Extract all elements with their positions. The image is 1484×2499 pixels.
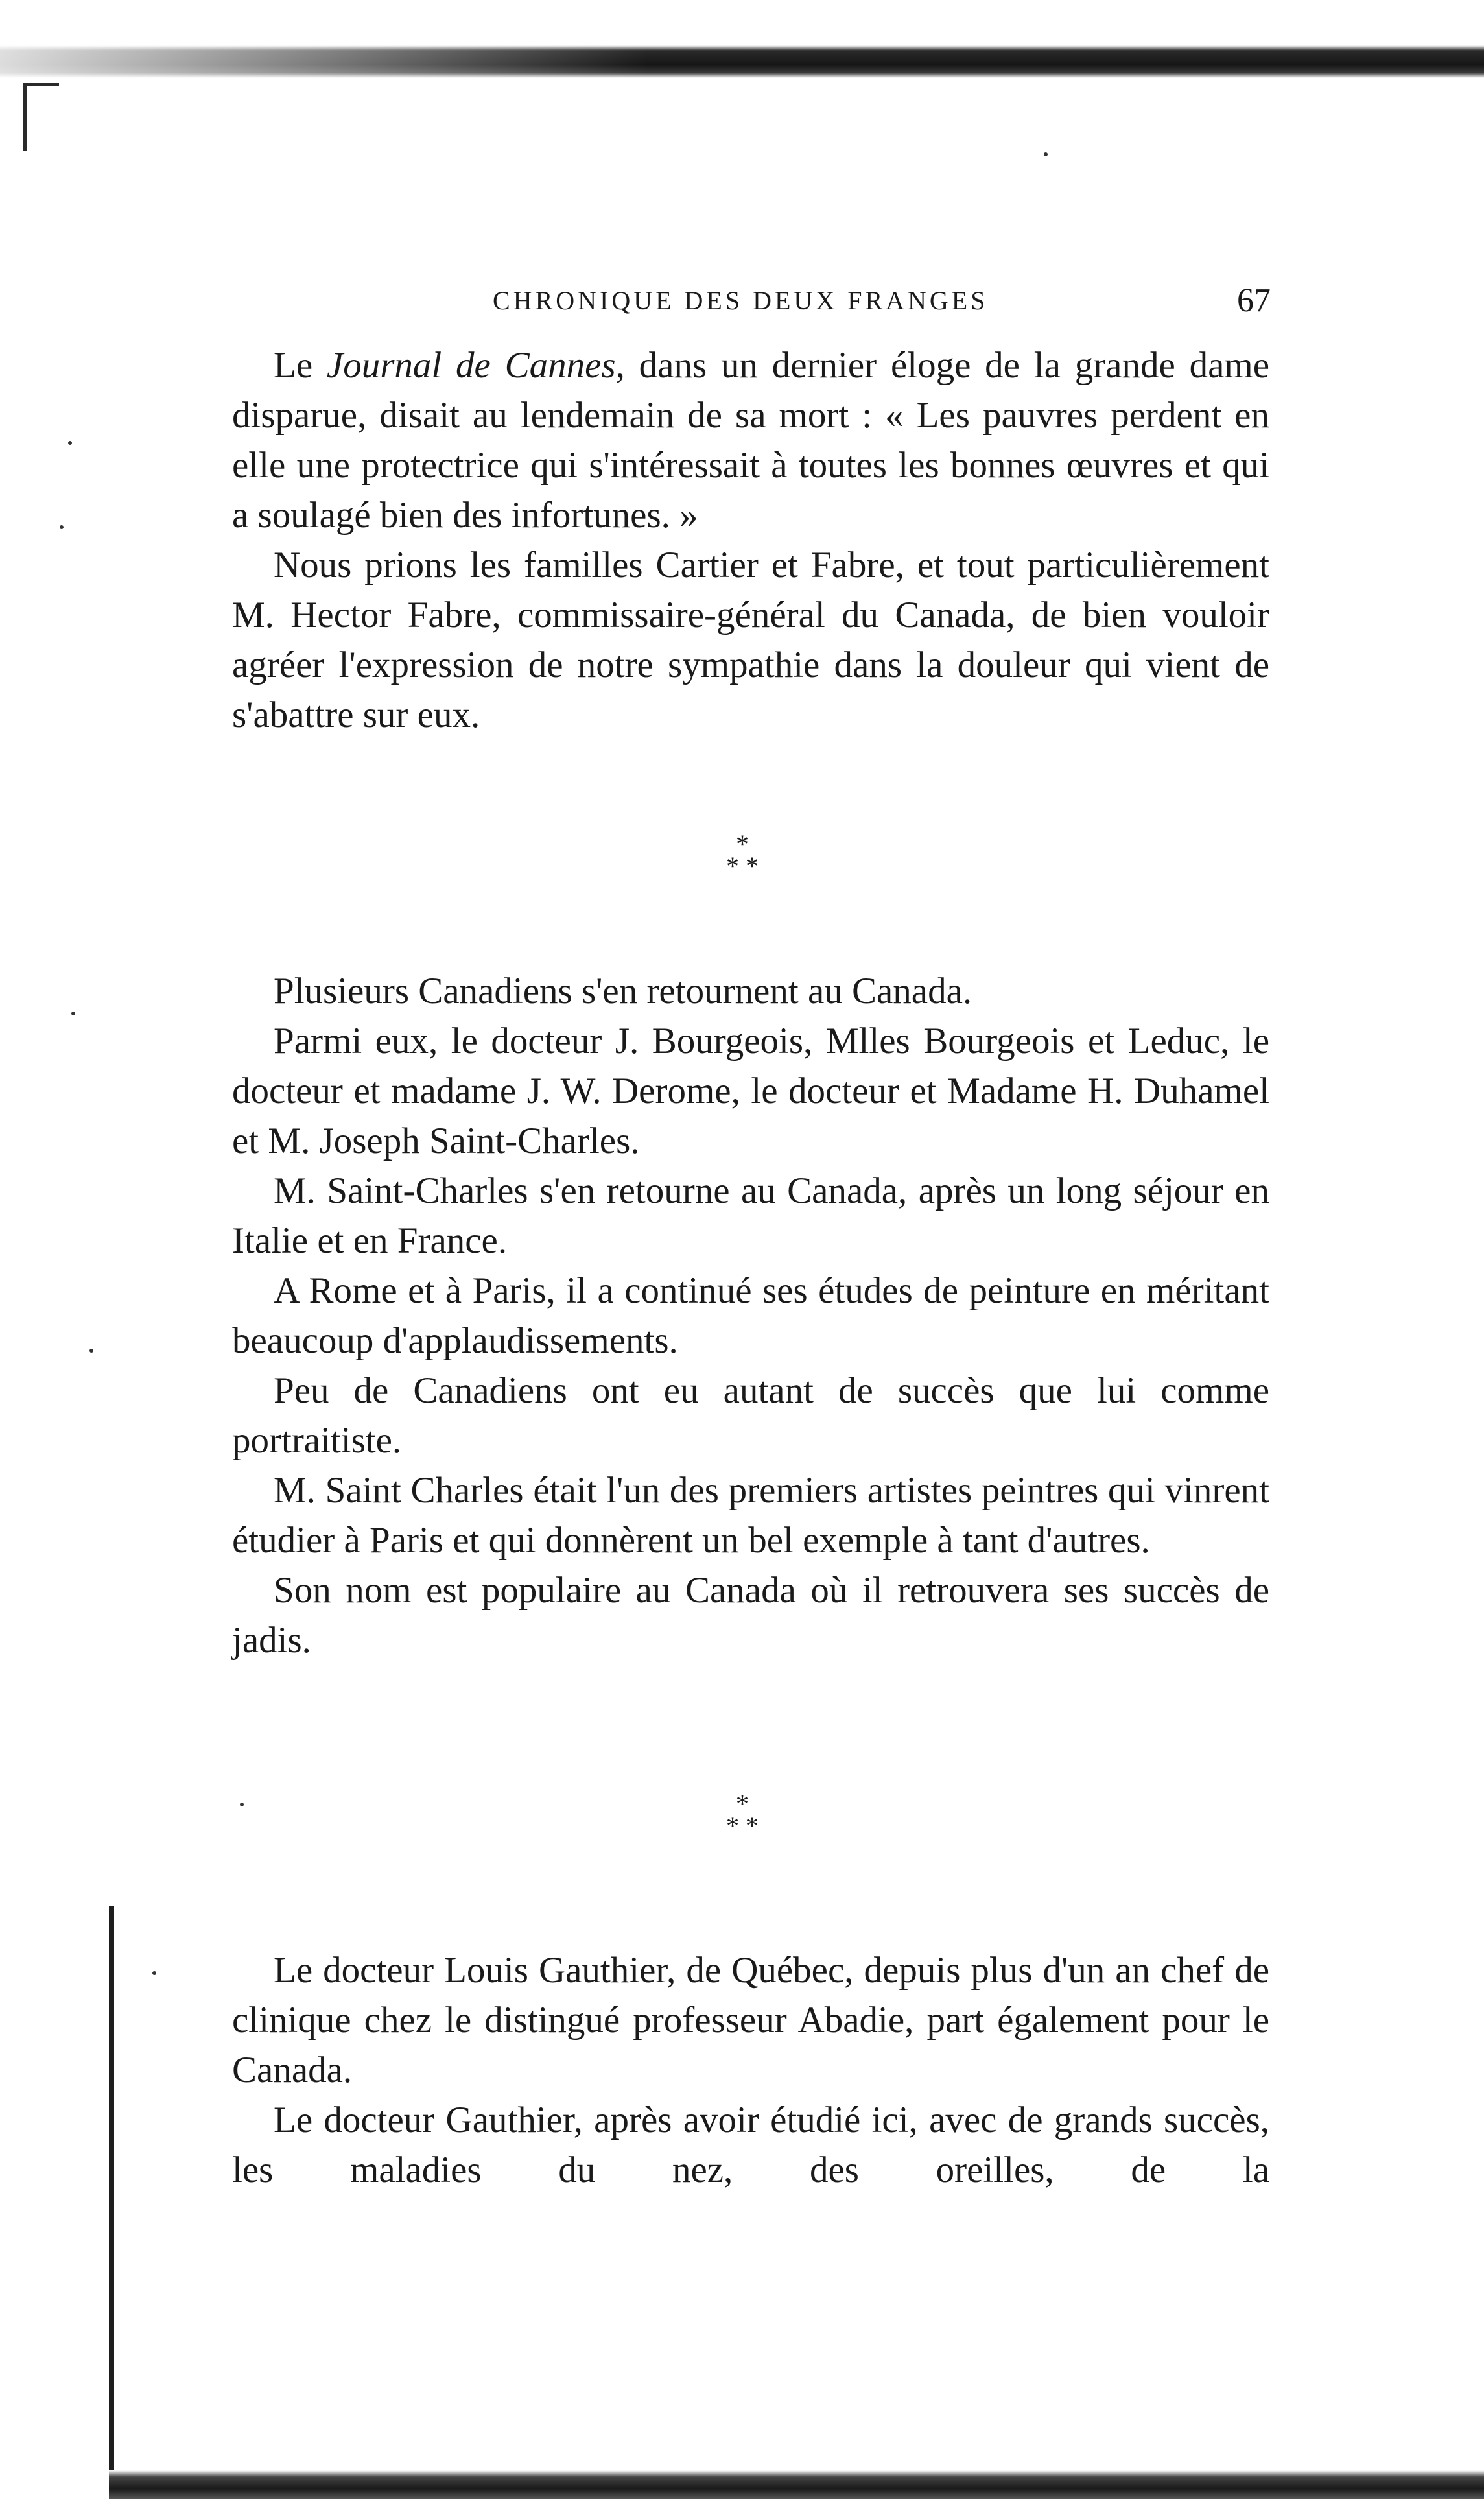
asterism-top: * (736, 1789, 749, 1818)
scan-left-edge (109, 1906, 114, 2470)
section-separator (703, 1789, 781, 1840)
paragraph: A Rome et à Paris, il a continué ses études de peinture en méritant beaucoup d'applaudissements. (232, 1270, 1269, 1361)
paragraph: Peu de Canadiens ont eu autant de succès que lui comme portraitiste. (232, 1370, 1269, 1461)
scan-speck (240, 1803, 244, 1806)
paragraph (232, 340, 1269, 540)
section-departures (232, 966, 1269, 1665)
paragraph-text: , dans un dernier éloge de la grande dame disparue, disait au lendemain de sa mort : « Les pauvres perdent en elle une protectrice qui s'intéressait à toutes les bonnes œuvres et qui a soulagé bien des infortunes. » (232, 345, 1270, 536)
paragraph: M. Saint-Charles s'en retourne au Canada, après un long séjour en Italie et en France. (232, 1170, 1269, 1261)
scan-speck (60, 525, 64, 529)
scan-bottom-edge (109, 2470, 1484, 2499)
asterism-bottom: * * (726, 1811, 759, 1840)
scan-top-edge-fade (0, 39, 648, 84)
paragraph: Parmi eux, le docteur J. Bourgeois, Mlles Bourgeois et Leduc, le docteur et madame J. W. Derome, le docteur et Madame H. Duhamel et M. Joseph Saint-Charles. (232, 1021, 1269, 1161)
paragraph: Le docteur Louis Gauthier, de Québec, depuis plus d'un an chef de clinique chez le distingué professeur Abadie, part également pour le Canada. (232, 1950, 1269, 2090)
paragraph-text: Le (274, 345, 327, 386)
paragraph: M. Saint Charles était l'un des premiers artistes peintres qui vinrent étudier à Paris et qui donnèrent un bel exemple à tant d'autres. (232, 1470, 1269, 1561)
page-number: 67 (1237, 282, 1271, 319)
paragraph: Plusieurs Canadiens s'en retournent au Canada. (274, 971, 972, 1012)
page-header (233, 282, 1271, 324)
scan-corner-mark (23, 83, 59, 151)
scan-speck (68, 441, 72, 445)
paragraph: Son nom est populaire au Canada où il retrouvera ses succès de jadis. (232, 1570, 1269, 1661)
paragraph: Le docteur Gauthier, après avoir étudié ici, avec de grands succès, les maladies du nez, des oreilles, de la (232, 2100, 1269, 2190)
asterism-bottom: * * (726, 851, 759, 881)
scan-speck (152, 1971, 156, 1975)
newspaper-title: Journal de Cannes (326, 345, 616, 386)
section-obituary (232, 340, 1269, 740)
scan-speck (71, 1012, 75, 1015)
scan-speck (89, 1349, 93, 1353)
paragraph: Nous prions les familles Cartier et Fabre, et tout particulièrement M. Hector Fabre, commissaire-général du Canada, de bien vouloir agréer l'expression de notre sympathie dans la douleur qui vient de s'abattre sur eux. (232, 545, 1269, 735)
section-gauthier (232, 1945, 1269, 2195)
asterism-top: * (736, 829, 749, 859)
scan-speck (1044, 152, 1048, 156)
running-title: CHRONIQUE DES DEUX FRANGES (493, 286, 989, 315)
section-separator (703, 829, 781, 881)
